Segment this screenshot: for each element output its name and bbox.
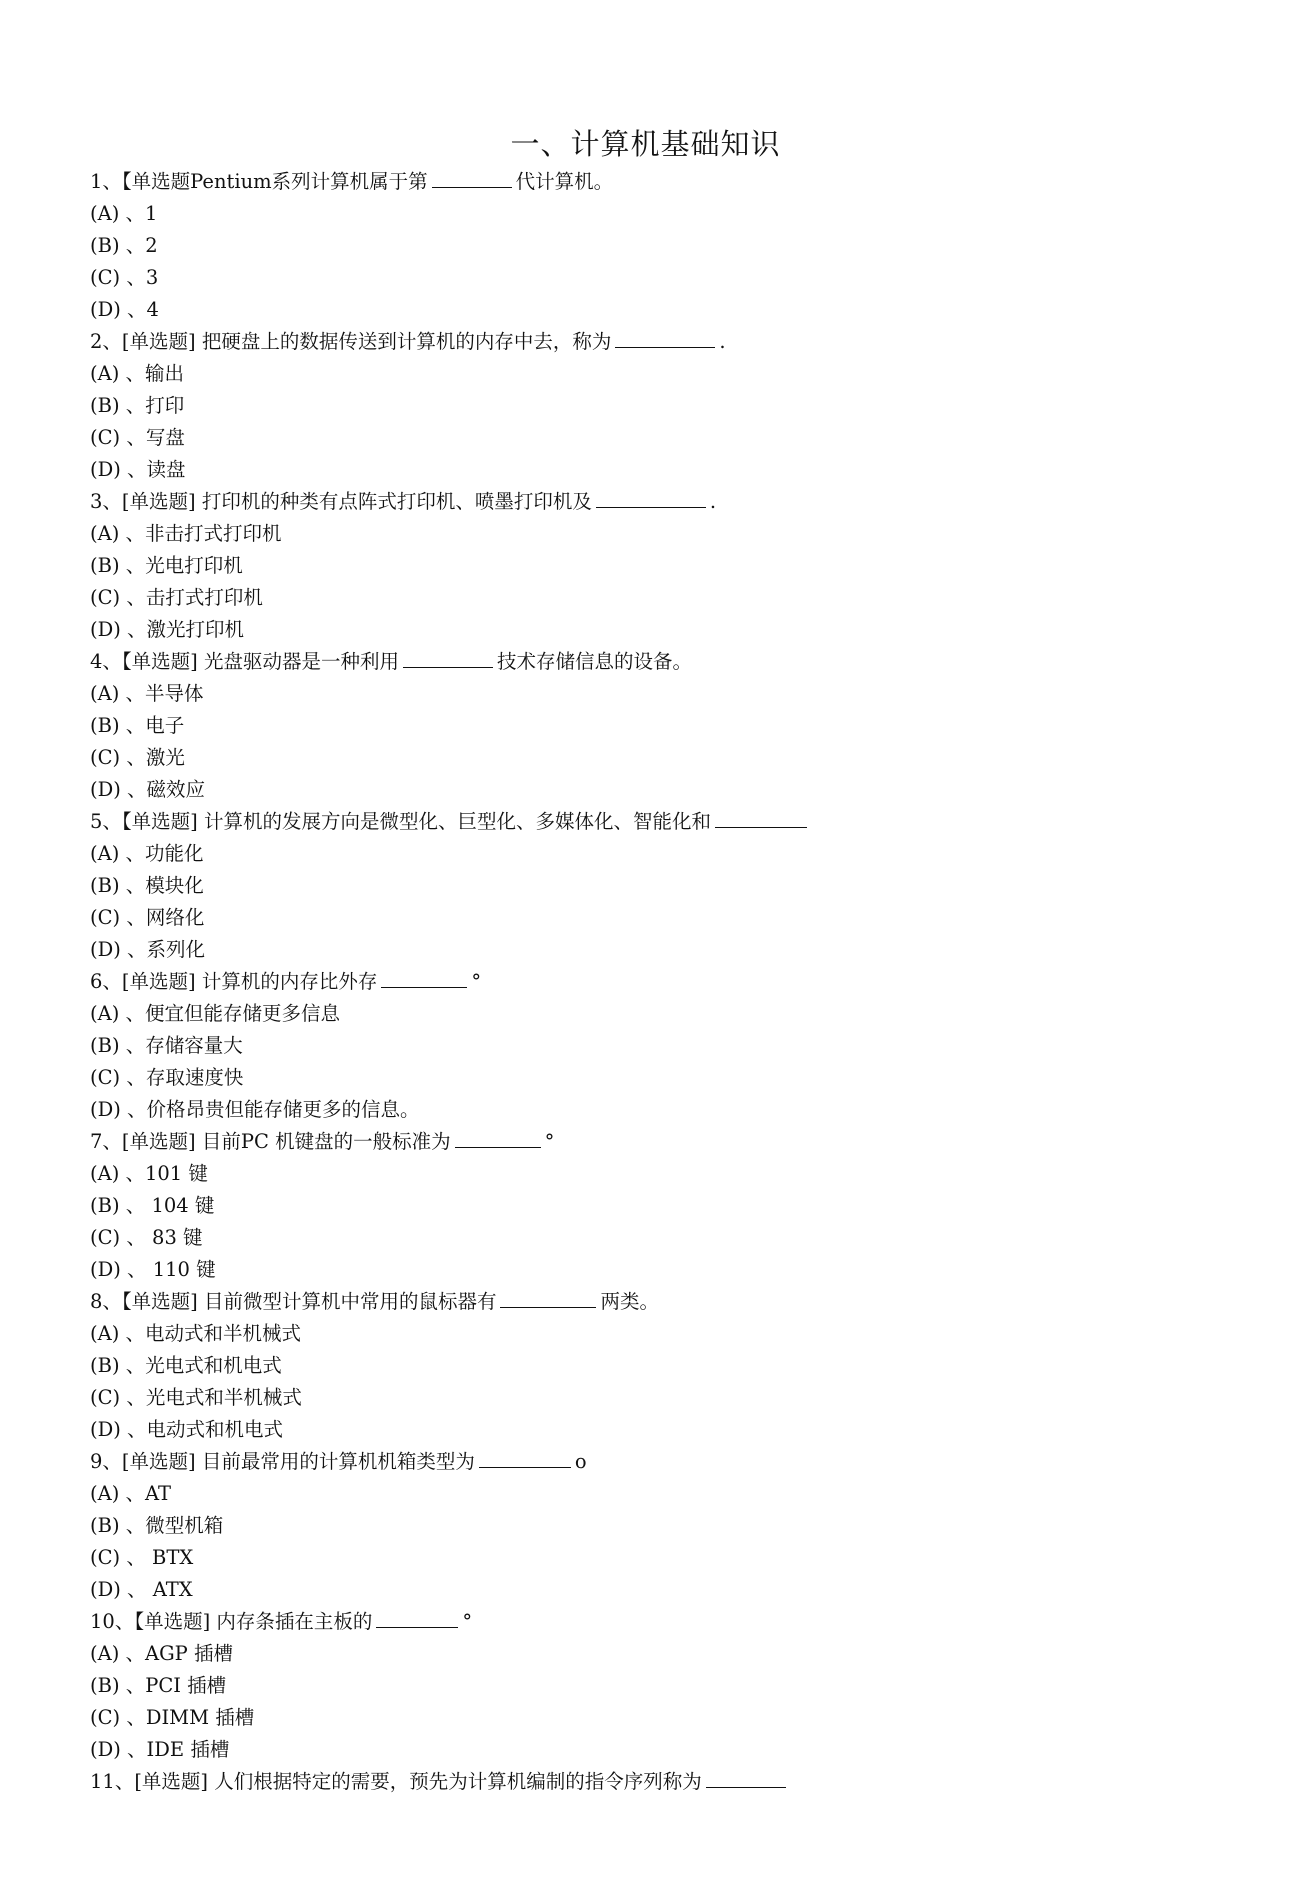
answer-blank	[596, 489, 706, 508]
question-number: 9、	[90, 1450, 122, 1473]
answer-option: (D) 、IDE 插槽	[90, 1738, 230, 1761]
question-number: 11、	[90, 1770, 135, 1793]
question-stem	[90, 1446, 1210, 1478]
question-stem	[90, 1606, 1210, 1638]
answer-option: (C) 、网络化	[90, 906, 205, 929]
question-text: 【单选题] 内存条插在主板的	[134, 1610, 373, 1633]
question-text-suffix: 代计算机。	[515, 170, 614, 193]
question-number: 3、	[90, 490, 122, 513]
answer-blank	[500, 1289, 596, 1308]
question-stem	[90, 1766, 1210, 1798]
answer-blank	[403, 649, 493, 668]
question-text: [单选题] 计算机的内存比外存	[121, 970, 378, 993]
answer-option: (C) 、存取速度快	[90, 1066, 244, 1089]
question-text-suffix: °	[544, 1130, 555, 1153]
answer-option: (B) 、2	[90, 234, 158, 257]
question-text: [单选题] 打印机的种类有点阵式打印机、喷墨打印机及	[121, 490, 592, 513]
answer-option: (A) 、AGP 插槽	[90, 1642, 233, 1665]
answer-blank	[479, 1449, 571, 1468]
answer-blank	[455, 1129, 541, 1148]
question-stem	[90, 326, 1210, 358]
answer-option: (B) 、存储容量大	[90, 1034, 243, 1057]
answer-option: (A) 、电动式和半机械式	[90, 1322, 301, 1345]
question-text: [单选题] 人们根据特定的需要，预先为计算机编制的指令序列称为	[134, 1770, 702, 1793]
answer-option: (C) 、3	[90, 266, 159, 289]
answer-option: (C) 、DIMM 插槽	[90, 1706, 255, 1729]
question-text-suffix: .	[719, 330, 726, 353]
answer-option: (B) 、模块化	[90, 874, 204, 897]
question-text-suffix: °	[462, 1610, 473, 1633]
answer-option: (C) 、写盘	[90, 426, 185, 449]
answer-option: (D) 、 110 键	[90, 1258, 216, 1281]
question-number: 5、	[90, 810, 122, 833]
answer-blank	[381, 969, 467, 988]
page-title: 一、计算机基础知识	[510, 127, 781, 161]
answer-option: (A) 、101 键	[90, 1162, 208, 1185]
answer-option: (C) 、 BTX	[90, 1546, 194, 1569]
question-text-suffix: 两类。	[600, 1290, 659, 1313]
question-text: [单选题] 目前PC 机键盘的一般标准为	[121, 1130, 451, 1153]
answer-option: (C) 、 83 键	[90, 1226, 203, 1249]
answer-option: (B) 、打印	[90, 394, 185, 417]
answer-option: (C) 、光电式和半机械式	[90, 1386, 302, 1409]
answer-option: (D) 、 ATX	[90, 1578, 193, 1601]
answer-option: (A) 、AT	[90, 1482, 172, 1505]
question-stem	[90, 1286, 1210, 1318]
answer-option: (D) 、价格昂贵但能存储更多的信息。	[90, 1098, 420, 1121]
question-text: 【单选题Pentium系列计算机属于第	[121, 170, 428, 193]
question-stem	[90, 486, 1210, 518]
question-number: 8、	[90, 1290, 122, 1313]
question-stem	[90, 1126, 1210, 1158]
question-number: 2、	[90, 330, 122, 353]
question-number: 4、	[90, 650, 122, 673]
question-text-suffix: °	[471, 970, 482, 993]
answer-option: (B) 、电子	[90, 714, 185, 737]
answer-option: (D) 、磁效应	[90, 778, 206, 801]
question-stem	[90, 166, 1210, 198]
question-number: 6、	[90, 970, 122, 993]
question-number: 10、	[90, 1610, 135, 1633]
answer-blank	[615, 329, 715, 348]
answer-option: (D) 、4	[90, 298, 159, 321]
answer-option: (A) 、1	[90, 202, 158, 225]
answer-option: (A) 、半导体	[90, 682, 204, 705]
answer-option: (A) 、输出	[90, 362, 184, 385]
question-stem	[90, 806, 1210, 838]
question-number: 7、	[90, 1130, 122, 1153]
answer-option: (D) 、读盘	[90, 458, 186, 481]
question-text-suffix: o	[574, 1450, 587, 1473]
question-text: 【单选题] 光盘驱动器是一种利用	[121, 650, 399, 673]
answer-blank	[432, 169, 512, 188]
answer-option: (B) 、微型机箱	[90, 1514, 224, 1537]
question-text: 【单选题] 目前微型计算机中常用的鼠标器有	[121, 1290, 497, 1313]
answer-option: (D) 、激光打印机	[90, 618, 245, 641]
answer-option: (B) 、PCI 插槽	[90, 1674, 227, 1697]
question-text-suffix: 技术存储信息的设备。	[496, 650, 692, 673]
answer-option: (B) 、光电打印机	[90, 554, 243, 577]
question-text: [单选题] 目前最常用的计算机机箱类型为	[121, 1450, 475, 1473]
answer-option: (D) 、系列化	[90, 938, 206, 961]
question-text: [单选题] 把硬盘上的数据传送到计算机的内存中去，称为	[121, 330, 612, 353]
answer-option: (A) 、非击打式打印机	[90, 522, 282, 545]
question-list	[90, 166, 1210, 1798]
question-number: 1、	[90, 170, 122, 193]
question-stem	[90, 646, 1210, 678]
answer-blank	[376, 1609, 458, 1628]
question-text-suffix: .	[709, 490, 717, 513]
answer-option: (B) 、 104 键	[90, 1194, 215, 1217]
answer-option: (C) 、击打式打印机	[90, 586, 263, 609]
answer-option: (A) 、功能化	[90, 842, 204, 865]
answer-option: (B) 、光电式和机电式	[90, 1354, 282, 1377]
question-text: 【单选题] 计算机的发展方向是微型化、巨型化、多媒体化、智能化和	[121, 810, 711, 833]
question-stem	[90, 966, 1210, 998]
answer-blank	[706, 1769, 786, 1788]
answer-blank	[715, 809, 807, 828]
answer-option: (A) 、便宜但能存储更多信息	[90, 1002, 340, 1025]
answer-option: (C) 、激光	[90, 746, 185, 769]
answer-option: (D) 、电动式和机电式	[90, 1418, 284, 1441]
